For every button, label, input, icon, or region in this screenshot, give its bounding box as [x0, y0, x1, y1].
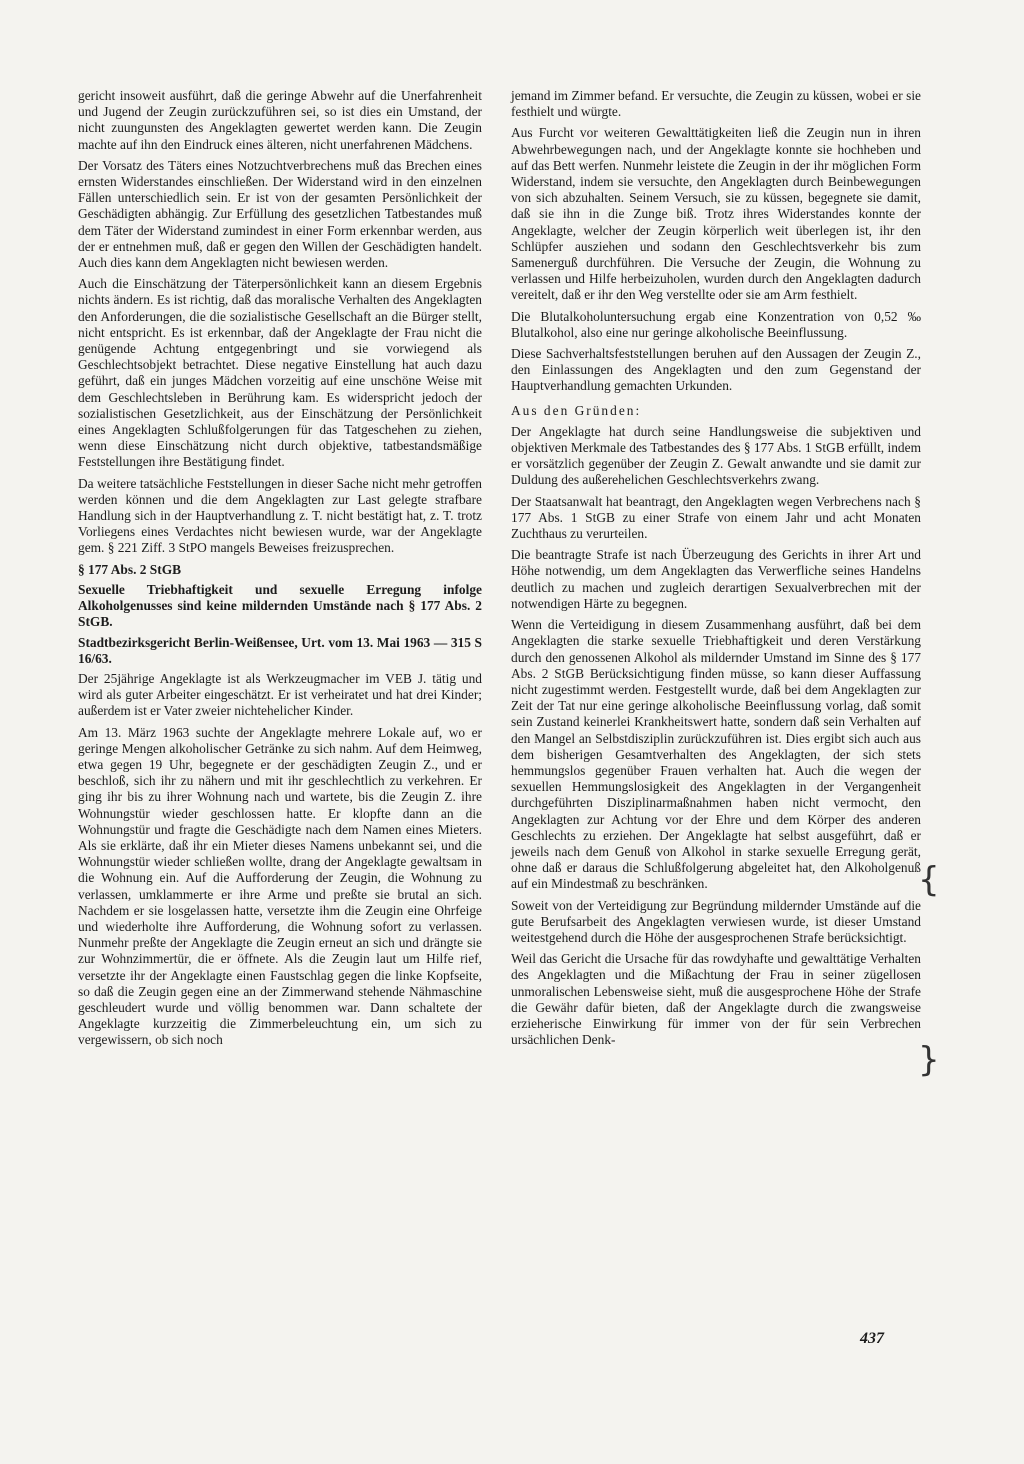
right-paragraph: Aus Furcht vor weiteren Gewalttätigkeiten ließ die Zeugin nun in ihren Abwehrbewegungen nach, und der Angeklagte konnte sie hochheben und auf das Bett werfen. Nunmehr leistete die Zeugin in der ihr möglichen Form Widerstand, indem sie versuchte, den Angeklagten durch Beinbewegungen von sich abzuhalten. Seinem Versuch, sie zu küssen, begegnete sie damit, daß sie ihn in die Zunge biß. Trotz ihres Widerstandes konnte der Angeklagte, welcher der Zeugin körperlich weit überlegen ist, ihr den Schlüpfer ausziehen und sodann den Geschlechtsverkehr bis zum Samenerguß durchführen. Die Versuche der Zeugin, die Wohnung zu verlassen und Hilfe herbeizuholen, wurden durch den Angeklagten dadurch vereitelt, daß er ihr den Weg verstellte oder sie am Arm festhielt.: [511, 125, 921, 303]
right-paragraph: Weil das Gericht die Ursache für das rowdyhafte und gewalttätige Verhalten des Angeklagten und die Mißachtung der Frau in seiner zügellosen unmoralischen Lebensweise sieht, muß die ausgesprochene Höhe der Strafe die Gewähr dafür bieten, daß der Angeklagte durch die zwangsweise erzieherische Einwirkung für immer von der für sein Verbrechen ursächlichen Denk-: [511, 951, 921, 1048]
left-paragraph: Der 25jährige Angeklagte ist als Werkzeugmacher im VEB J. tätig und wird als guter Arbeiter eingeschätzt. Er ist verheiratet und hat drei Kinder; außerdem ist er Vater zweier nichtehelicher Kinder.: [78, 670, 482, 719]
left-heading: Stadtbezirksgericht Berlin-Weißensee, Urt. vom 13. Mai 1963 — 315 S 16/63.: [78, 634, 482, 666]
right-paragraph: Die beantragte Strafe ist nach Überzeugung des Gerichts in ihrer Art und Höhe notwendig, um dem Angeklagten das Verwerfliche seines Handelns deutlich zu machen und zugleich derartigen Sexualverbrechen mit der notwendigen Härte zu begegnen.: [511, 547, 921, 611]
left-heading: Sexuelle Triebhaftigkeit und sexuelle Erregung infolge Alkoholgenusses sind keine mildernden Umstände nach § 177 Abs. 2 StGB.: [78, 581, 482, 630]
right-paragraph: Der Angeklagte hat durch seine Handlungsweise die subjektiven und objektiven Merkmale des Tatbestandes des § 177 Abs. 1 StGB erfüllt, indem er vorsätzlich gegenüber der Zeugin Z. Gewalt anwandte und sie damit zur Duldung des außerehelichen Geschlechtsverkehrs zwang.: [511, 423, 921, 488]
left-paragraph: Am 13. März 1963 suchte der Angeklagte mehrere Lokale auf, wo er geringe Mengen alkoholischer Getränke zu sich nahm. Auf dem Heimweg, etwa gegen 19 Uhr, begegnete er der geschädigten Zeugin Z., und er beschloß, sich ihr zu nähern und mit ihr geschlechtlich zu verkehren. Er ging ihr bis zu ihrer Wohnung nach und wartete, bis die Zeugin Z. ihre Wohnungstür wieder geschlossen hatte. Er klopfte dann an die Wohnungstür und fragte die Geschädigte nach dem Namen eines Mieters. Als sie erklärte, daß ihr ein Mieter dieses Namens unbekannt sei, und die Wohnungstür wieder schließen wollte, drang der Angeklagte gewaltsam in die Wohnung ein. Auf die Aufforderung der Zeugin, die Wohnung zu verlassen, umklammerte er ihre Arme und preßte sie brutal an sich. Nachdem er sie losgelassen hatte, versetzte ihm die Zeugin eine Ohrfeige und wiederholte ihre Aufforderung, die Wohnung sofort zu verlassen. Nunmehr preßte der Angeklagte die Zeugin erneut an sich und drängte sie zur Wohnzimmertür, die er öffnete. Als die Zeugin laut um Hilfe rief, versetzte ihr der Angeklagte einen Faustschlag gegen die linke Kopfseite, so daß die Zeugin gegen eine an der Zimmerwand stehende Nähmaschine geschleudert wurde und völlig benommen war. Dann schaltete der Angeklagte kurzzeitig die Zimmerbeleuchtung ein, um sich zu vergewissern, ob sich noch: [78, 724, 482, 1048]
margin-bracket-mark: {: [918, 860, 940, 900]
left-paragraph: Der Vorsatz des Täters eines Notzuchtverbrechens muß das Brechen eines ernsten Widerstandes einschließen. Der Widerstand wird in den einzelnen Fällen unterschiedlich sein. Er ist von der gesamten Persönlichkeit der Geschädigten abhängig. Zur Erfüllung des gesetzlichen Tatbestandes muß dem Täter der Widerstand zumindest in einer Form erkennbar werden, aus der er entnehmen muß, daß er gegen den Willen der Geschädigten handelt. Auch dies kann dem Angeklagten nicht bewiesen werden.: [78, 157, 482, 271]
left-paragraph: Auch die Einschätzung der Täterpersönlichkeit kann an diesem Ergebnis nichts ändern. Es ist richtig, daß das moralische Verhalten des Angeklagten den Anforderungen, die die sozialistische Gesellschaft an die Bürger stellt, nicht entspricht. Es ist erkennbar, daß der Angeklagte der Frau nicht die genügende Achtung entgegenbringt und sie vorwiegend als Geschlechtsobjekt betrachtet. Diese negative Einstellung hat auch dazu geführt, daß ein junges Mädchen vorzeitig auf eine unschöne Weise mit dem Geschlechtsleben in Berührung kam. Es widerspricht jedoch der sozialistischen Gesetzlichkeit, aus der Einschätzung der Persönlichkeit eines Angeklagten Schlußfolgerungen für das Tatgeschehen zu ziehen, wenn diese Einschätzung nicht durch objektive, tatbestandsmäßige Feststellungen ihre Bestätigung findet.: [78, 276, 482, 470]
right-paragraph: Soweit von der Verteidigung zur Begründung mildernder Umstände auf die gute Berufsarbeit des Angeklagten verwiesen wurde, ist dieser Umstand weitestgehend durch die Höhe der ausgesprochenen Strafe berücksichtigt.: [511, 897, 921, 945]
left-paragraph: gericht insoweit ausführt, daß die geringe Abwehr auf die Unerfahrenheit und Jugend der Zeugin zurückzuführen sei, so ist dies ein Umstand, der nicht zuungunsten des Angeklagten gewertet werden kann. Die Zeugin machte auf ihn den Eindruck eines älteren, nicht unerfahrenen Mädchens.: [78, 88, 482, 152]
left-column: [78, 88, 482, 1054]
left-paragraph: Da weitere tatsächliche Feststellungen in dieser Sache nicht mehr getroffen werden können und die dem Angeklagten zur Last gelegte strafbare Handlung sich in der Hauptverhandlung z. T. nicht bestätigt hat, z. T. trotz Vorliegens eines Verdachtes nicht bewiesen wurde, war der Angeklagte gem. § 221 Ziff. 3 StPO mangels Beweises freizusprechen.: [78, 475, 482, 556]
right-paragraph: Diese Sachverhaltsfeststellungen beruhen auf den Aussagen der Zeugin Z., den Einlassungen des Angeklagten und den zum Gegenstand der Hauptverhandlung gemachten Urkunden.: [511, 346, 921, 394]
right-paragraph: jemand im Zimmer befand. Er versuchte, die Zeugin zu küssen, wobei er sie festhielt und würgte.: [511, 88, 921, 120]
page-number: 437: [860, 1330, 884, 1347]
right-paragraph: Wenn die Verteidigung in diesem Zusammenhang ausführt, daß bei dem Angeklagten die starke sexuelle Triebhaftigkeit und deren Verstärkung durch den genossenen Alkohol als mildernder Umstand im Sinne des § 177 Abs. 2 StGB Berücksichtigung finden müsse, so kann dieser Auffassung nicht zugestimmt werden. Festgestellt wurde, daß bei dem Angeklagten zur Zeit der Tat nur eine geringe alkoholische Beeinflussung vorlag, daß somit sein Zustand keinerlei Krankheitswert hatte, sondern daß sein Verhalten auf den Mangel an Selbstdisziplin zurückzuführen ist. Dies ergibt sich auch aus dem bisherigen Gesamtverhalten des Angeklagten, der sich stets hemmungslos gegenüber Frauen verhalten hat. Auch die wegen der sexuellen Hemmungslosigkeit des Angeklagten in der Vergangenheit durchgeführten Disziplinarmaßnahmen haben nicht vermocht, den Angeklagten zur Achtung vor der Ehre und dem Körper des anderen Geschlechts zu erziehen. Der Angeklagte hat selbst ausgeführt, daß er jeweils nach dem Genuß von Alkohol in starke sexuelle Erregung gerät, ohne daß er daraus die Schlußfolgerung abgeleitet hat, den Alkoholgenuß auf ein Mindestmaß zu beschränken.: [511, 617, 921, 892]
right-paragraph: Der Staatsanwalt hat beantragt, den Angeklagten wegen Verbrechens nach § 177 Abs. 1 StGB zu einer Strafe von einem Jahr und acht Monaten Zuchthaus zu verurteilen.: [511, 493, 921, 542]
right-heading: Aus den Gründen:: [511, 402, 642, 418]
left-heading: § 177 Abs. 2 StGB: [78, 561, 182, 577]
right-column: [511, 88, 921, 1053]
right-paragraph: Die Blutalkoholuntersuchung ergab eine Konzentration von 0,52 ‰ Blutalkohol, also eine nur geringe alkoholische Beeinflussung.: [511, 308, 921, 340]
margin-bracket-mark: }: [918, 1040, 940, 1080]
